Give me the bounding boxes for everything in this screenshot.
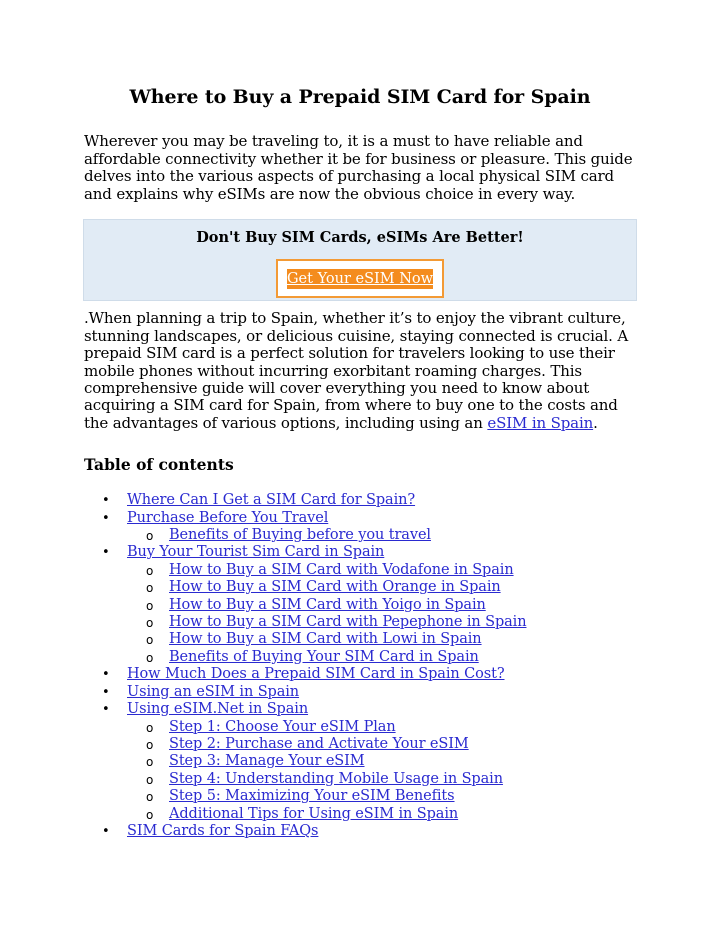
body-end: . xyxy=(593,413,598,432)
toc-link[interactable]: How to Buy a SIM Card with Orange in Spain xyxy=(169,579,501,596)
bullet-circle-icon: o xyxy=(146,529,154,544)
toc-item xyxy=(84,806,636,823)
toc-link[interactable]: Benefits of Buying Your SIM Card in Spain xyxy=(169,648,479,665)
toc-item xyxy=(84,666,636,683)
toc-link[interactable]: Step 5: Maximizing Your eSIM Benefits xyxy=(169,788,455,805)
intro-paragraph: Wherever you may be traveling to, it is a must to have reliable and affordable connectivity whether it be for business or pleasure. This guide delves into the various aspects of purchasing a local physical SIM card and explains why eSIMs are now the obvious choice in every way. xyxy=(84,132,633,203)
toc-item xyxy=(84,753,636,770)
table-of-contents xyxy=(84,492,636,840)
toc-item xyxy=(84,631,636,648)
toc-link[interactable]: How Much Does a Prepaid SIM Card in Spain Cost? xyxy=(127,666,505,683)
toc-link[interactable]: Purchase Before You Travel xyxy=(127,509,329,526)
toc-item xyxy=(84,597,636,614)
toc-item xyxy=(84,771,636,788)
toc-link[interactable]: How to Buy a SIM Card with Pepephone in Spain xyxy=(169,614,527,631)
toc-item xyxy=(84,719,636,736)
toc-link[interactable]: Where Can I Get a SIM Card for Spain? xyxy=(127,492,416,509)
toc-link[interactable]: Step 3: Manage Your eSIM xyxy=(169,753,365,770)
toc-item xyxy=(84,649,636,666)
promo-heading: Don't Buy SIM Cards, eSIMs Are Better! xyxy=(196,229,524,247)
bullet-circle-icon: o xyxy=(146,616,154,631)
page-title: Where to Buy a Prepaid SIM Card for Spain xyxy=(129,86,591,108)
toc-link[interactable]: Step 2: Purchase and Activate Your eSIM xyxy=(169,735,469,752)
toc-item xyxy=(84,823,636,840)
bullet-disc-icon: • xyxy=(102,823,110,839)
bullet-disc-icon: • xyxy=(102,545,110,561)
toc-item xyxy=(84,544,636,561)
toc-link[interactable]: Using eSIM.Net in Spain xyxy=(127,701,309,718)
toc-link[interactable]: Additional Tips for Using eSIM in Spain xyxy=(169,805,459,822)
bullet-circle-icon: o xyxy=(146,807,154,822)
bullet-circle-icon: o xyxy=(146,737,154,752)
bullet-disc-icon: • xyxy=(102,510,110,526)
toc-item xyxy=(84,527,636,544)
toc-item xyxy=(84,788,636,805)
toc-item xyxy=(84,614,636,631)
toc-link[interactable]: Buy Your Tourist Sim Card in Spain xyxy=(127,544,385,561)
bullet-circle-icon: o xyxy=(146,720,154,735)
toc-item xyxy=(84,562,636,579)
toc-link[interactable]: Benefits of Buying before you travel xyxy=(169,527,431,544)
toc-item xyxy=(84,736,636,753)
toc-item xyxy=(84,579,636,596)
get-esim-button[interactable] xyxy=(276,259,444,298)
toc-link[interactable]: SIM Cards for Spain FAQs xyxy=(127,822,319,839)
toc-link[interactable]: Step 1: Choose Your eSIM Plan xyxy=(169,718,396,735)
toc-link[interactable]: How to Buy a SIM Card with Vodafone in Spain xyxy=(169,561,514,578)
esim-in-spain-link[interactable]: eSIM in Spain xyxy=(487,413,594,432)
bullet-disc-icon: • xyxy=(102,493,110,509)
toc-link[interactable]: How to Buy a SIM Card with Yoigo in Spain xyxy=(169,596,486,613)
bullet-circle-icon: o xyxy=(146,755,154,770)
bullet-circle-icon: o xyxy=(146,563,154,578)
toc-link[interactable]: Using an eSIM in Spain xyxy=(127,683,300,700)
bullet-disc-icon: • xyxy=(102,667,110,683)
bullet-circle-icon: o xyxy=(146,581,154,596)
toc-item xyxy=(84,701,636,718)
get-esim-button-label[interactable]: Get Your eSIM Now xyxy=(286,271,434,288)
toc-link[interactable]: Step 4: Understanding Mobile Usage in Spain xyxy=(169,770,503,787)
toc-item xyxy=(84,684,636,701)
bullet-circle-icon: o xyxy=(146,650,154,665)
body-text: .When planning a trip to Spain, whether it’s to enjoy the vibrant culture, stunning landscapes, or delicious cuisine, staying connected is crucial. A prepaid SIM card is a perfect solution for travelers looking to use their mobile phones without incurring exorbitant roaming charges. This comprehensive guide will cover everything you need to know about acquiring a SIM card for Spain, from where to buy one to the costs and the advantages of various options, including using an xyxy=(84,309,629,432)
bullet-circle-icon: o xyxy=(146,790,154,805)
toc-heading: Table of contents xyxy=(84,455,234,475)
body-paragraph xyxy=(84,310,636,432)
bullet-circle-icon: o xyxy=(146,598,154,613)
bullet-disc-icon: • xyxy=(102,684,110,700)
esim-promo-box xyxy=(83,219,637,301)
bullet-circle-icon: o xyxy=(146,633,154,648)
bullet-circle-icon: o xyxy=(146,772,154,787)
bullet-disc-icon: • xyxy=(102,702,110,718)
toc-link[interactable]: How to Buy a SIM Card with Lowi in Spain xyxy=(169,631,482,648)
toc-item xyxy=(84,492,636,509)
toc-item xyxy=(84,510,636,527)
